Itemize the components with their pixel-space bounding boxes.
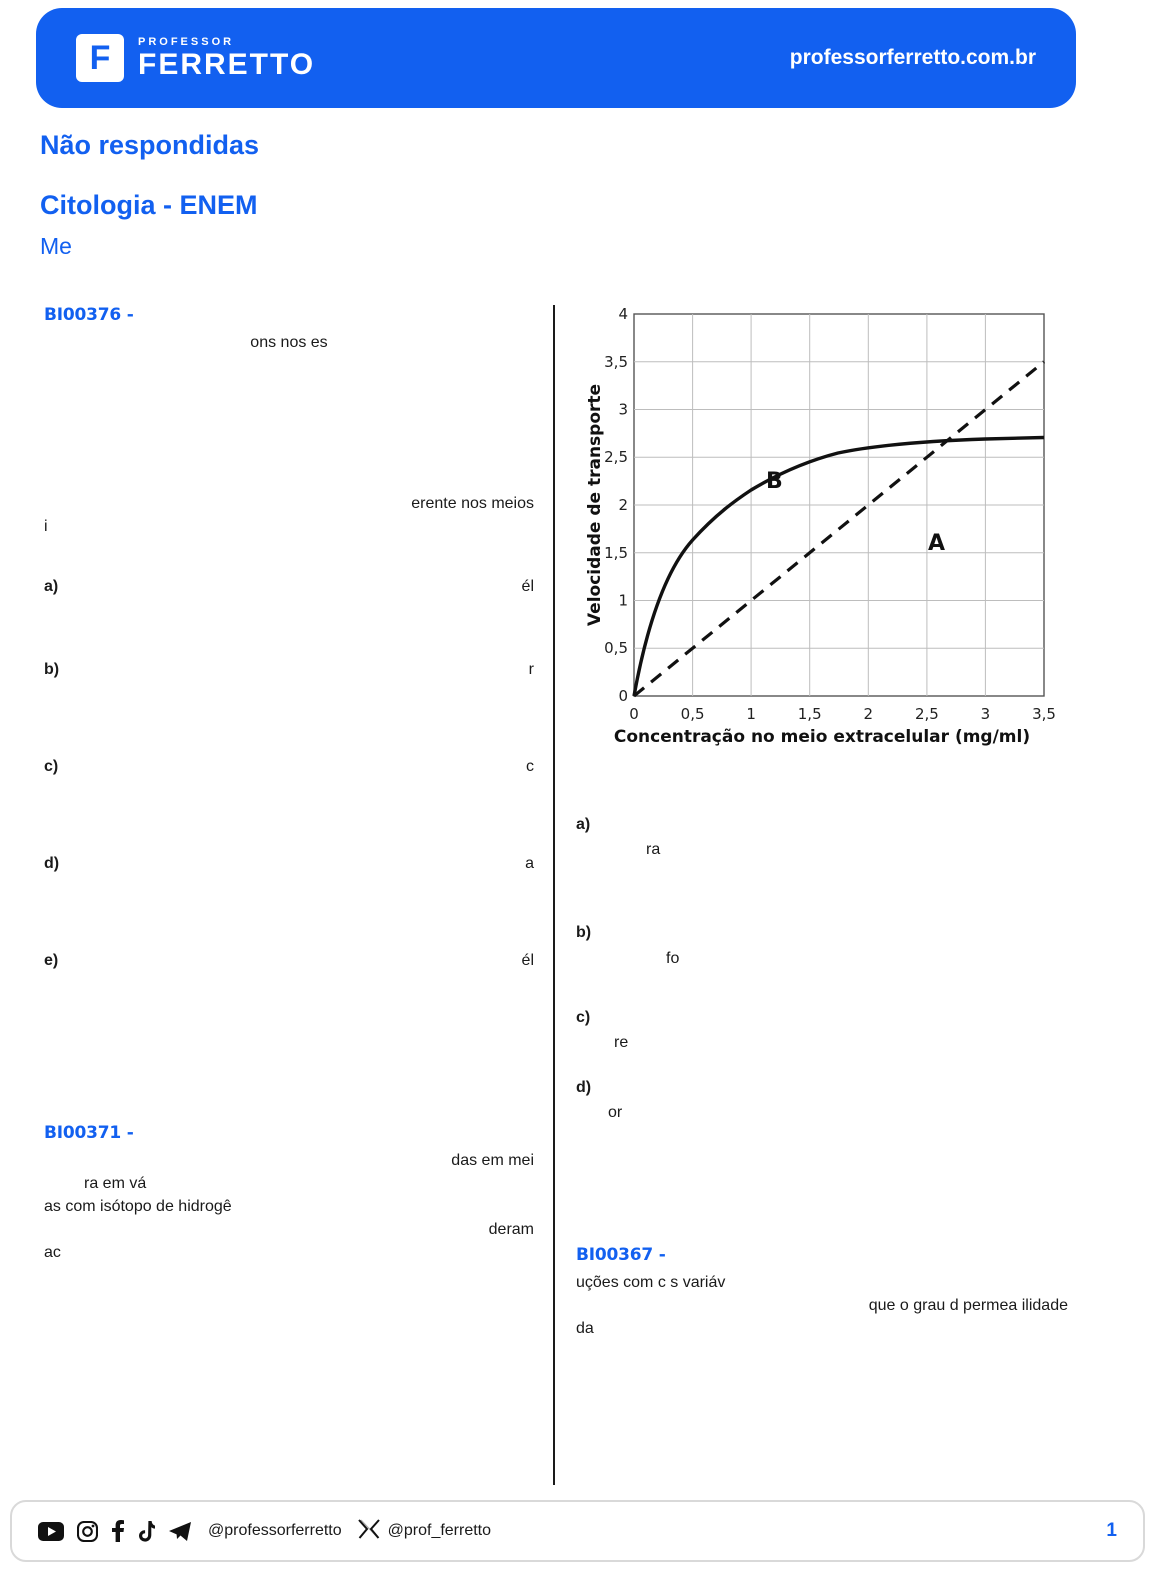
svg-text:0: 0: [629, 705, 639, 723]
svg-text:1: 1: [746, 705, 756, 723]
question-statement-line1: ons nos es: [250, 334, 328, 351]
alternative-letter: c): [44, 757, 59, 775]
alternative-letter: b): [44, 660, 60, 678]
page-title: Não respondidas: [40, 130, 260, 160]
alternative-a[interactable]: [576, 813, 1068, 836]
subject-title: Citologia - ENEM: [40, 190, 258, 220]
x-twitter-icon[interactable]: [358, 1519, 380, 1544]
chart-series-b-label: B: [766, 469, 783, 494]
question-statement-line3: i: [44, 518, 48, 536]
svg-text:2: 2: [618, 496, 628, 514]
chart-y-axis-title: Velocidade de transporte: [585, 383, 605, 627]
youtube-icon[interactable]: [38, 1522, 64, 1541]
question-code: BI00371 -: [44, 1122, 134, 1143]
alternative-a[interactable]: [44, 575, 534, 598]
question-code: BI00376 -: [44, 305, 134, 325]
column-divider: [553, 305, 555, 1485]
header-website-url: professorferretto.com.br: [789, 46, 1036, 69]
chart-series-a-label: A: [928, 531, 946, 556]
footer-bar: [10, 1500, 1145, 1562]
page-number: 1: [1106, 1520, 1117, 1541]
question-statement-line2: erente nos meios: [411, 495, 534, 513]
question-statement-line5: ac: [44, 1244, 61, 1262]
question-statement-line1: das em mei: [451, 1151, 534, 1169]
alternative-text: él: [521, 577, 534, 595]
alternative-letter: c): [576, 1008, 591, 1026]
alternative-b-text: fo: [666, 949, 680, 967]
svg-text:2: 2: [863, 705, 874, 723]
subject-subtitle: Me: [40, 233, 72, 259]
svg-text:2,5: 2,5: [604, 448, 628, 466]
alternative-letter: e): [44, 952, 59, 970]
chart-y-tick-labels: [604, 305, 628, 705]
svg-text:1: 1: [618, 591, 628, 610]
alternative-text: a: [525, 855, 534, 873]
question-statement-line3: da: [576, 1319, 594, 1337]
question-statement-line1: uções com c s variáv: [576, 1273, 726, 1291]
alternative-c[interactable]: [44, 755, 534, 778]
svg-text:0: 0: [618, 687, 628, 705]
alternative-letter: d): [576, 1079, 592, 1097]
x-handle[interactable]: @prof_ferretto: [387, 1522, 492, 1539]
question-statement-line2: que o grau d permea ilidade: [868, 1296, 1068, 1314]
brand-sup-label: PROFESSOR: [138, 36, 235, 48]
chart-svg: [576, 300, 1068, 750]
instagram-icon[interactable]: [77, 1521, 98, 1542]
logo-letter: F: [89, 39, 111, 77]
alternative-text: c: [526, 757, 534, 775]
svg-text:2,5: 2,5: [914, 705, 939, 723]
chart-x-tick-labels: [629, 705, 1056, 723]
svg-text:3,5: 3,5: [1032, 705, 1056, 723]
question-statement-line2: ra em vá: [84, 1174, 147, 1192]
alternative-letter: a): [576, 816, 591, 833]
logo-mark-icon: [76, 34, 124, 82]
question-code: BI00367 -: [576, 1244, 666, 1265]
svg-text:3: 3: [618, 400, 628, 419]
svg-text:3,5: 3,5: [604, 353, 628, 371]
transport-velocity-chart: [576, 300, 1068, 750]
alternative-a-text: ra: [646, 841, 661, 859]
alternative-c-text: re: [614, 1033, 629, 1051]
alternative-letter: d): [44, 855, 60, 873]
instagram-handle[interactable]: @professorferretto: [208, 1522, 342, 1539]
svg-text:4: 4: [618, 305, 628, 323]
brand-wordmark: [138, 36, 315, 80]
question-statement-line3: as com isótopo de hidrogê: [44, 1197, 232, 1215]
chart-x-axis-title: Concentração no meio extracelular (mg/ml): [613, 727, 1031, 747]
svg-text:3: 3: [980, 705, 991, 723]
social-icons-group: [38, 1520, 192, 1542]
alternative-d[interactable]: [576, 1076, 1068, 1099]
left-column: [44, 305, 534, 1264]
alternative-text: r: [528, 660, 534, 678]
alternative-b[interactable]: [576, 921, 1068, 944]
facebook-icon[interactable]: [111, 1520, 125, 1542]
alternative-d[interactable]: [44, 852, 534, 875]
alternative-letter: b): [576, 924, 592, 942]
svg-text:1,5: 1,5: [604, 544, 628, 562]
alternative-e[interactable]: [44, 949, 534, 972]
svg-text:0,5: 0,5: [680, 705, 705, 723]
question-bi00371: [44, 1123, 534, 1265]
brand-main-label: FERRETTO: [138, 48, 316, 81]
question-bi00376: [44, 305, 534, 973]
telegram-icon[interactable]: [168, 1521, 192, 1542]
alternative-c[interactable]: [576, 1006, 1068, 1029]
header-banner: [36, 8, 1076, 108]
alternative-d-text: or: [608, 1104, 623, 1122]
right-column: [576, 805, 1068, 1340]
chart-question-alternatives: [576, 813, 1068, 1125]
alternative-b[interactable]: [44, 658, 534, 681]
brand-logo: [76, 34, 315, 82]
svg-text:1,5: 1,5: [797, 705, 822, 723]
alternative-letter: a): [44, 577, 59, 595]
alternative-text: él: [521, 952, 534, 970]
question-bi00367: [576, 1245, 1068, 1341]
question-statement-line4: deram: [488, 1221, 534, 1239]
svg-text:0,5: 0,5: [604, 639, 628, 657]
tiktok-icon[interactable]: [138, 1521, 155, 1542]
